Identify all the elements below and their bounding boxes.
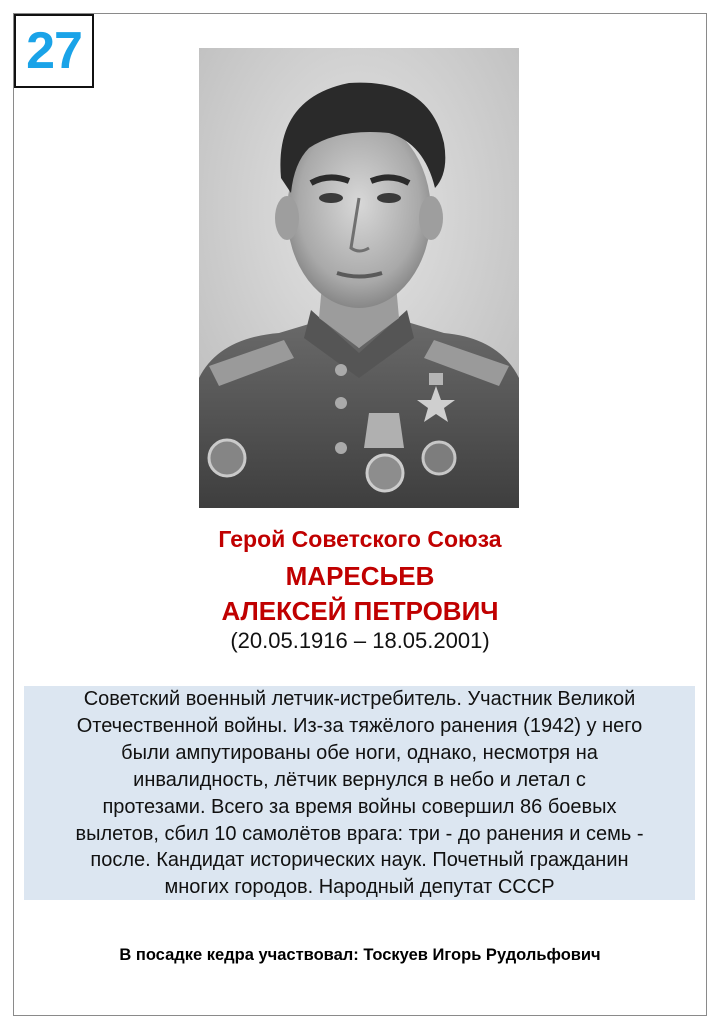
biography-text bbox=[24, 686, 695, 901]
bio-line: вылетов, сбил 10 самолётов врага: три - до ранения и семь - bbox=[75, 822, 644, 845]
planting-participant: В посадке кедра участвовал: Тоскуев Игорь Рудольфович bbox=[119, 946, 601, 964]
biography-box bbox=[24, 686, 695, 900]
bio-line: после. Кандидат исторических наук. Почетный гражданин bbox=[90, 849, 629, 872]
bio-line: Советский военный летчик-истребитель. Участник Великой bbox=[83, 688, 636, 710]
card-number-box bbox=[14, 14, 94, 88]
first-name-patronymic: АЛЕКСЕЙ ПЕТРОВИЧ bbox=[221, 596, 499, 626]
bio-line: были ампутированы обе ноги, однако, несмотря на bbox=[121, 741, 598, 764]
bio-line: протезами. Всего за время войны совершил 86 боевых bbox=[102, 795, 617, 818]
hero-title: Герой Советского Союза bbox=[218, 526, 502, 552]
bio-line: инвалидность, лётчик вернулся в небо и летал с bbox=[133, 768, 586, 791]
life-dates: (20.05.1916 – 18.05.2001) bbox=[230, 628, 490, 653]
bio-line: Отечественной войны. Из-за тяжёлого ранения (1942) у него bbox=[76, 714, 643, 737]
bio-line: многих городов. Народный депутат СССР bbox=[164, 876, 555, 899]
surname: МАРЕСЬЕВ bbox=[285, 561, 435, 591]
card-number: 27 bbox=[26, 22, 82, 80]
portrait-photo bbox=[199, 48, 519, 508]
